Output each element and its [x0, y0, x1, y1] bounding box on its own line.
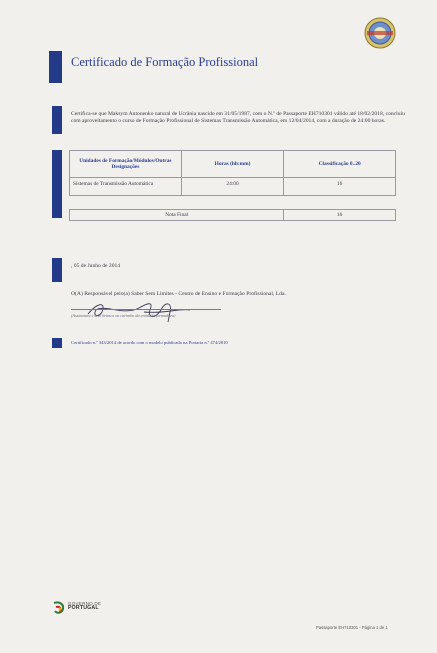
module-hours: 24:00 [181, 178, 284, 196]
module-grade: 16 [284, 178, 396, 196]
certificate-bar [52, 338, 62, 348]
final-grade-label: Nota Final [70, 210, 284, 221]
table-bar [52, 150, 62, 218]
intro-bar [52, 106, 62, 134]
title-bar [49, 51, 62, 83]
intro-text: Certifica-se que Maksym Antonenko natural de Ucrânia nascido em 31/05/1987, com o N.º de Passaporte EH710301 válido até 18/02/2018, concluiu com aproveitamento o curso de Formação Profissional de Sistemas Transmissão Automática, em 12/04/2014, com a duração de 24:00 horas. [71, 111, 405, 125]
header-units: Unidades de Formação/Módulos/Outras Designações [70, 151, 182, 178]
final-grade-value: 16 [284, 210, 396, 221]
certificate-reference: Certificado n.º 343/2014 de acordo com o modelo publicado na Portaria n.º 474/2010 [71, 340, 228, 345]
final-grade-row [70, 210, 396, 221]
government-line1: GOVERNO DE [68, 601, 102, 606]
seal-icon [364, 17, 396, 49]
grades-table [69, 150, 396, 221]
page-title: Certificado de Formação Profissional [71, 55, 259, 69]
responsible-statement: O(A) Responsável pelo(a) Saber Sem Limites - Centro de Ensino e Formação Profissional, Lda. [71, 291, 286, 297]
government-name [68, 601, 101, 612]
date-bar [52, 258, 62, 282]
table-header-row [70, 151, 396, 178]
signature-note: (Assinatura e selo branco ou carimbo da entidade formadora) [71, 313, 176, 318]
page-footer: Passaporte EH710301 - Página 1 de 1 [316, 625, 388, 630]
government-line2: PORTUGAL [68, 605, 99, 612]
header-hours: Horas (hh:mm) [181, 151, 284, 178]
table-spacer-row [70, 196, 396, 210]
module-name: Sistemas de Transmissão Automática [70, 178, 182, 196]
signature-icon [84, 296, 194, 326]
header-grade: Classificação 0..20 [284, 151, 396, 178]
signature-line [71, 309, 221, 310]
table-row [70, 178, 396, 196]
issue-date: , 05 de Junho de 2014 [71, 263, 121, 269]
